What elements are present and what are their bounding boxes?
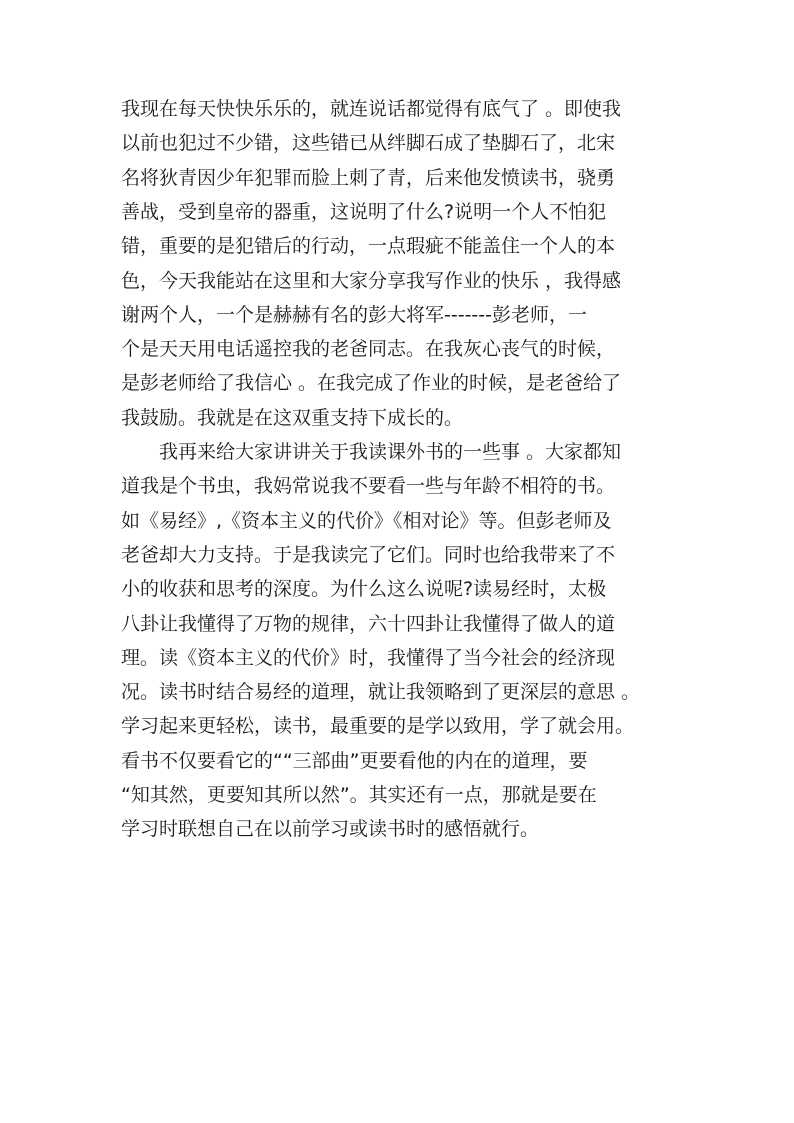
text-line: 名将狄青因少年犯罪而脸上刺了青，后来他发愤读书，骁勇 xyxy=(121,167,616,189)
text-line: 谢两个人，一个是赫赫有名的彭大将军-------彭老师，一 xyxy=(121,304,587,326)
text-line: 善战，受到皇帝的器重，这说明了什么?说明一个人不怕犯 xyxy=(121,201,607,223)
text-line: 如《易经》,《资本主义的代价》《相对论》等。但彭老师及 xyxy=(121,510,612,532)
text-line: 色，今天我能站在这里和大家分享我写作业的快乐 ，我得感 xyxy=(121,270,622,292)
text-line: 理。读《资本主义的代价》时，我懂得了当今社会的经济现 xyxy=(121,647,616,669)
text-line: 是彭老师给了我信心 。在我完成了作业的时候，是老爸给了 xyxy=(121,372,622,394)
text-line: 道我是个书虫，我妈常说我不要看一些与年龄不相符的书。 xyxy=(121,475,616,497)
text-line: 以前也犯过不少错，这些错已从绊脚石成了垫脚石了，北宋 xyxy=(121,132,616,154)
text-line: 况。读书时结合易经的道理，就让我领略到了更深层的意思 。 xyxy=(121,681,641,703)
text-line: 学习起来更轻松，读书，最重要的是学以致用，学了就会用。 xyxy=(121,715,635,737)
text-line: 我鼓励。我就是在这双重支持下成长的。 xyxy=(121,407,464,429)
text-line: 学习时联想自己在以前学习或读书时的感悟就行。 xyxy=(121,818,540,840)
text-line: 我现在每天快快乐乐的，就连说话都觉得有底气了 。即使我 xyxy=(121,98,622,120)
text-line: 我再来给大家讲讲关于我读课外书的一些事 。大家都知 xyxy=(159,441,622,463)
text-line: 八卦让我懂得了万物的规律，六十四卦让我懂得了做人的道 xyxy=(121,613,616,635)
text-line: 错，重要的是犯错后的行动，一点瑕疵不能盖住一个人的本 xyxy=(121,235,616,257)
text-line: 小的收获和思考的深度。为什么这么说呢?读易经时，太极 xyxy=(121,578,607,600)
text-line: 看书不仅要看它的““三部曲”更要看他的内在的道理，要 xyxy=(121,750,588,772)
text-line: 个是天天用电话遥控我的老爸同志。在我灰心丧气的时候， xyxy=(121,338,616,360)
text-line: “知其然，更要知其所以然”。其实还有一点，那就是要在 xyxy=(121,784,597,806)
text-line: 老爸却大力支持。于是我读完了它们。同时也给我带来了不 xyxy=(121,544,616,566)
